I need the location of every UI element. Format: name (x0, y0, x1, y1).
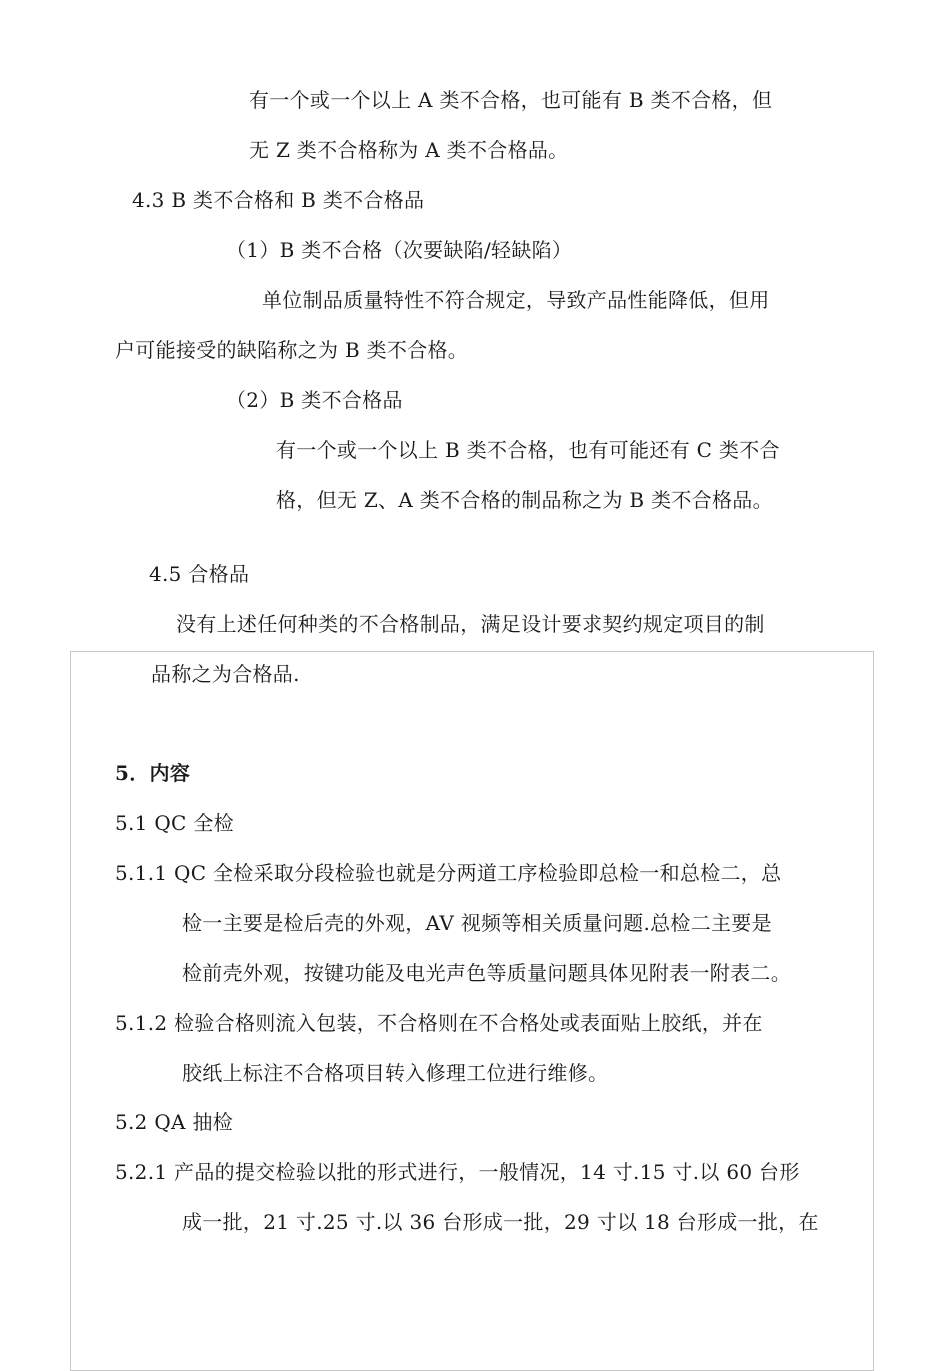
paragraph-line: 品称之为合格品. (151, 662, 300, 686)
paragraph-line: 5.2.1 产品的提交检验以批的形式进行，一般情况，14 寸.15 寸.以 60 台形 (115, 1160, 800, 1184)
section-heading-4-3: 4.3 B 类不合格和 B 类不合格品 (132, 188, 425, 212)
paragraph-line: 无 Z 类不合格称为 A 类不合格品。 (249, 138, 569, 162)
paragraph-line: 检一主要是检后壳的外观，AV 视频等相关质量问题.总检二主要是 (182, 911, 772, 935)
paragraph-line: 成一批，21 寸.25 寸.以 36 台形成一批，29 寸以 18 台形成一批，在 (182, 1210, 819, 1234)
paragraph-line: 有一个或一个以上 B 类不合格，也有可能还有 C 类不合 (276, 438, 780, 462)
section-heading-5-1: 5.1 QC 全检 (115, 811, 234, 835)
paragraph-line: 户可能接受的缺陷称之为 B 类不合格。 (115, 338, 469, 362)
subheading-b-defective-product: （2）B 类不合格品 (226, 388, 403, 412)
paragraph-line: 5.1.1 QC 全检采取分段检验也就是分两道工序检验即总检一和总检二，总 (115, 861, 782, 885)
paragraph-line: 有一个或一个以上 A 类不合格，也可能有 B 类不合格，但 (249, 88, 773, 112)
section-heading-5-2: 5.2 QA 抽检 (115, 1110, 234, 1134)
paragraph-line: 5.1.2 检验合格则流入包装，不合格则在不合格处或表面贴上胶纸，并在 (115, 1011, 763, 1035)
paragraph-line: 没有上述任何种类的不合格制品，满足设计要求契约规定项目的制 (176, 612, 765, 636)
section-heading-5: 5．内容 (115, 761, 191, 785)
paragraph-line: 格，但无 Z、A 类不合格的制品称之为 B 类不合格品。 (276, 488, 773, 512)
paragraph-line: 胶纸上标注不合格项目转入修理工位进行维修。 (182, 1061, 609, 1085)
subheading-b-defect: （1）B 类不合格（次要缺陷/轻缺陷） (226, 238, 573, 262)
paragraph-line: 检前壳外观，按键功能及电光声色等质量问题具体见附表一附表二。 (182, 961, 791, 985)
paragraph-line: 单位制品质量特性不符合规定，导致产品性能降低，但用 (262, 288, 770, 312)
section-heading-4-5: 4.5 合格品 (149, 562, 250, 586)
